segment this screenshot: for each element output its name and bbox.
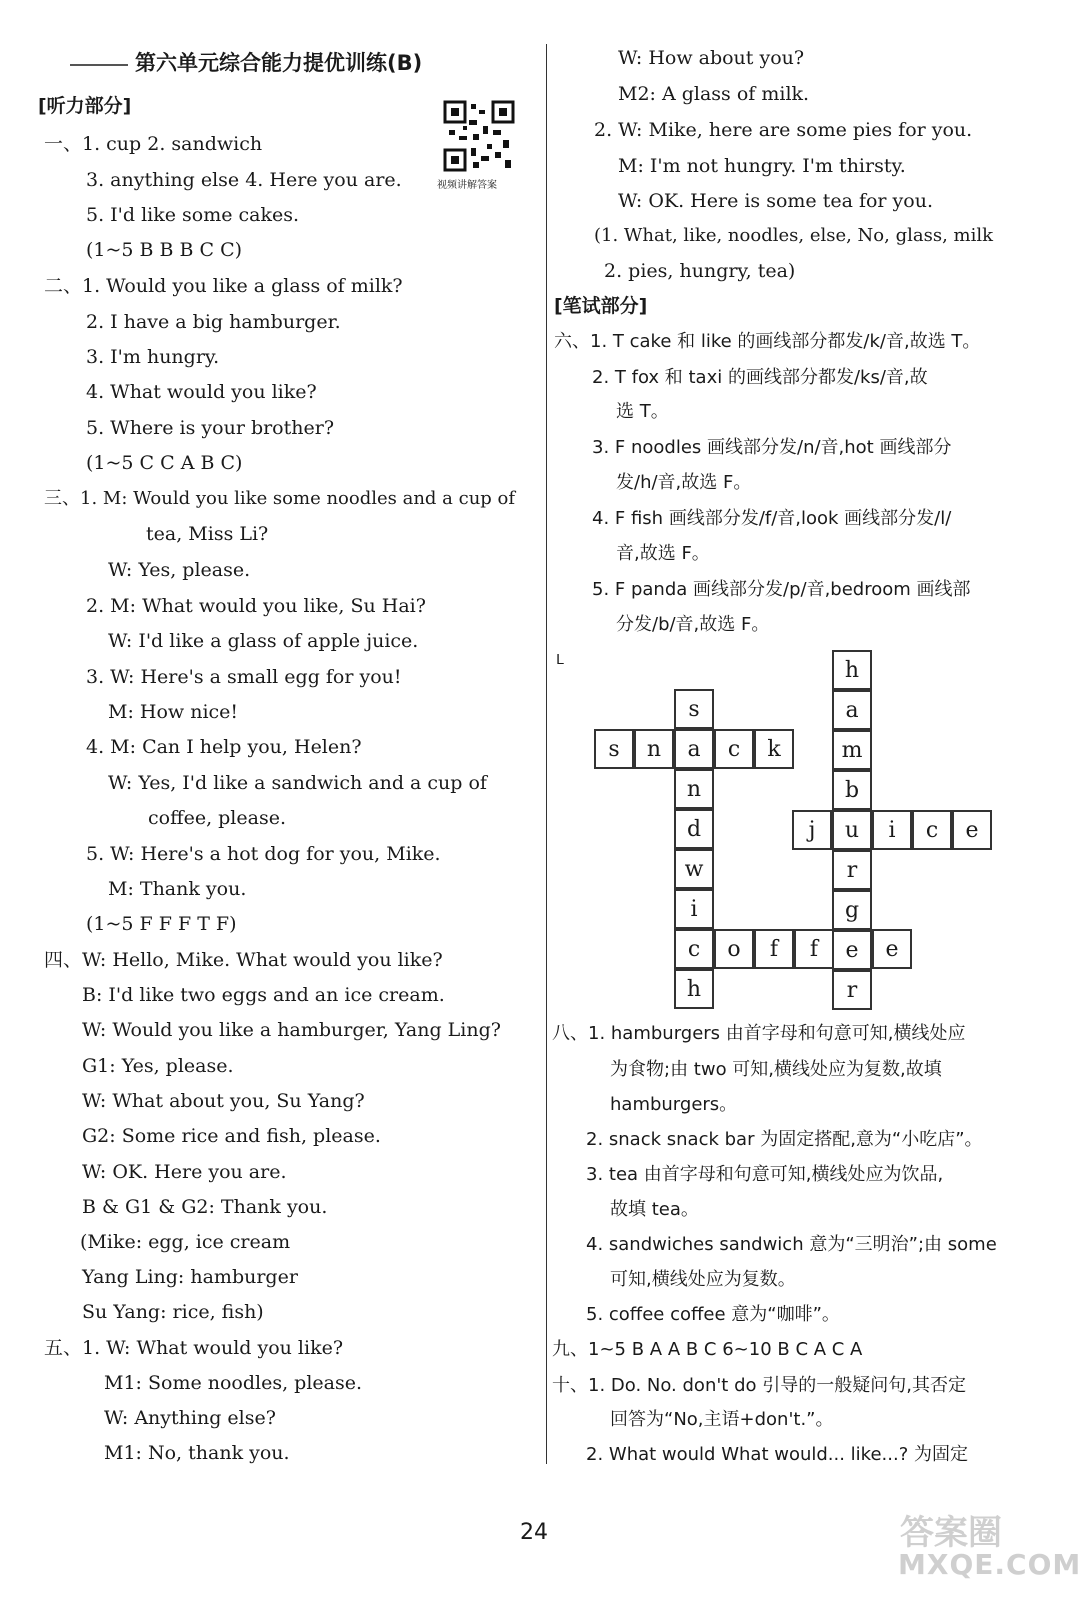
answer-line: 选 T。	[616, 401, 669, 422]
writing-header: [笔试部分]	[554, 295, 648, 317]
crossword-cell: e	[872, 929, 912, 969]
answer-line: 一、1. cup 2. sandwich	[44, 133, 263, 155]
answer-line: 5. Where is your brother?	[86, 417, 335, 439]
answer-line: W: Would you like a hamburger, Yang Ling?	[82, 1019, 501, 1041]
answer-line: B & G1 & G2: Thank you.	[82, 1196, 328, 1218]
title-dash	[70, 64, 128, 66]
crossword-cell: h	[674, 969, 714, 1009]
answer-line: W: I'd like a glass of apple juice.	[108, 630, 419, 652]
answer-line: 四、W: Hello, Mike. What would you like?	[44, 949, 443, 971]
crossword-cell: o	[714, 929, 754, 969]
watermark-url: MXQE.COM	[898, 1548, 1082, 1581]
answer-line: (1~5 F F F T F)	[86, 913, 237, 935]
crossword-cell: n	[634, 729, 674, 769]
crossword-cell: d	[674, 809, 714, 849]
crossword-cell: k	[754, 729, 794, 769]
answer-line: 2. M: What would you like, Su Hai?	[86, 595, 426, 617]
crossword-cell: h	[832, 650, 872, 690]
answer-line: 5. F panda 画线部分发/p/音,bedroom 画线部	[592, 579, 971, 600]
listening-header: [听力部分]	[38, 95, 132, 117]
crossword-cell: j	[792, 810, 832, 850]
answer-line: 五、1. W: What would you like?	[44, 1337, 344, 1359]
crossword-cell: s	[674, 689, 714, 729]
answer-line: M2: A glass of milk.	[618, 83, 810, 105]
page-title: 第六单元综合能力提优训练(B)	[135, 51, 423, 75]
answer-line: 2. snack snack bar 为固定搭配,意为“小吃店”。	[586, 1129, 983, 1150]
answer-line: 5. W: Here's a hot dog for you, Mike.	[86, 843, 441, 865]
crossword-cell: n	[674, 769, 714, 809]
page-number: 24	[520, 1520, 548, 1545]
column-divider	[546, 44, 547, 1464]
crossword-cell: i	[674, 889, 714, 929]
crossword-cell: s	[594, 729, 634, 769]
answer-line: 5. coffee coffee 意为“咖啡”。	[586, 1304, 840, 1325]
answer-line: G1: Yes, please.	[82, 1055, 234, 1077]
answer-line: 九、1~5 B A A B C 6~10 B C A C A	[552, 1339, 863, 1360]
answer-line: W: Anything else?	[104, 1407, 276, 1429]
answer-line: G2: Some rice and fish, please.	[82, 1125, 381, 1147]
answer-line: 4. sandwiches sandwich 意为“三明治”;由 some	[586, 1234, 997, 1255]
answer-line: M: Thank you.	[108, 878, 247, 900]
answer-line: 2. What would What would... like...? 为固定	[586, 1444, 968, 1465]
answer-line: 4. F fish 画线部分发/f/音,look 画线部分发/l/	[592, 508, 952, 529]
answer-line: 二、1. Would you like a glass of milk?	[44, 275, 403, 297]
answer-line: 发/h/音,故选 F。	[616, 472, 752, 493]
crossword-cell: c	[714, 729, 754, 769]
answer-line: 三、1. M: Would you like some noodles and a cup of	[44, 488, 516, 509]
answer-line: 分发/b/音,故选 F。	[616, 614, 770, 635]
crossword-cell: r	[832, 970, 872, 1010]
answer-line: (Mike: egg, ice cream	[80, 1231, 291, 1253]
answer-line: 3. anything else 4. Here you are.	[86, 169, 402, 191]
crossword-cell: c	[674, 929, 714, 969]
crossword-cell: b	[832, 770, 872, 810]
crossword-cell: a	[674, 729, 714, 769]
answer-line: M1: No, thank you.	[104, 1442, 290, 1464]
answer-line: 3. F noodles 画线部分发/n/音,hot 画线部分	[592, 437, 952, 458]
crossword-cell: w	[674, 849, 714, 889]
crossword-cell: m	[832, 730, 872, 770]
crossword-cell: a	[832, 690, 872, 730]
answer-line: 回答为“No,主语+don't.”。	[610, 1409, 834, 1430]
crossword-cell: e	[832, 930, 872, 970]
answer-line: (1. What, like, noodles, else, No, glass, milk	[594, 225, 994, 246]
answer-line: 2. W: Mike, here are some pies for you.	[594, 119, 973, 141]
answer-line: 可知,横线处应为复数。	[610, 1269, 796, 1290]
qr-label: 视频讲解答案	[437, 180, 497, 191]
crossword-cell: u	[832, 810, 872, 850]
answer-line: Yang Ling: hamburger	[82, 1266, 298, 1288]
answer-line: W: OK. Here is some tea for you.	[618, 190, 933, 212]
answer-line: 5. I'd like some cakes.	[86, 204, 300, 226]
answer-line: W: Yes, I'd like a sandwich and a cup of	[108, 772, 487, 794]
watermark-logo: 答案圈	[900, 1513, 1002, 1553]
answer-line: B: I'd like two eggs and an ice cream.	[82, 984, 445, 1006]
crossword-cell: r	[832, 850, 872, 890]
answer-line: M: I'm not hungry. I'm thirsty.	[618, 155, 906, 177]
answer-line: 3. W: Here's a small egg for you!	[86, 666, 402, 688]
answer-line: 2. T fox 和 taxi 的画线部分都发/ks/音,故	[592, 367, 928, 388]
answer-line: W: Yes, please.	[108, 559, 251, 581]
answer-line: Su Yang: rice, fish)	[82, 1301, 264, 1323]
answer-line: 3. tea 由首字母和句意可知,横线处应为饮品,	[586, 1164, 944, 1185]
answer-line: 八、1. hamburgers 由首字母和句意可知,横线处应	[552, 1023, 966, 1044]
answer-line: 4. What would you like?	[86, 381, 317, 403]
answer-line: W: How about you?	[618, 47, 805, 69]
answer-line: hamburgers。	[610, 1094, 738, 1115]
answer-line: W: What about you, Su Yang?	[82, 1090, 365, 1112]
answer-line: 2. I have a big hamburger.	[86, 311, 341, 333]
answer-line: (1~5 B B B C C)	[86, 239, 243, 261]
answer-line: tea, Miss Li?	[146, 523, 269, 545]
answer-line: 3. I'm hungry.	[86, 346, 220, 368]
answer-line: 2. pies, hungry, tea)	[604, 260, 796, 282]
crossword-cell: f	[754, 929, 794, 969]
answer-line: (1~5 C C A B C)	[86, 452, 243, 474]
qr-code-icon	[443, 100, 515, 172]
answer-line: M1: Some noodles, please.	[104, 1372, 363, 1394]
answer-line: 为食物;由 two 可知,横线处应为复数,故填	[610, 1059, 942, 1080]
answer-line: coffee, please.	[148, 807, 286, 829]
crossword-cell: f	[794, 929, 834, 969]
answer-line: 音,故选 F。	[616, 543, 710, 564]
answer-line: 十、1. Do. No. don't do 引导的一般疑问句,其否定	[552, 1375, 966, 1396]
section-mark: ᒪ	[556, 652, 564, 668]
answer-line: 故填 tea。	[610, 1199, 699, 1220]
answer-line: M: How nice!	[108, 701, 239, 723]
crossword-cell: g	[832, 890, 872, 930]
answer-line: 六、1. T cake 和 like 的画线部分都发/k/音,故选 T。	[554, 331, 981, 352]
crossword-cell: c	[912, 810, 952, 850]
crossword-cell: i	[872, 810, 912, 850]
crossword-cell: e	[952, 810, 992, 850]
answer-line: W: OK. Here you are.	[82, 1161, 287, 1183]
answer-line: 4. M: Can I help you, Helen?	[86, 736, 362, 758]
